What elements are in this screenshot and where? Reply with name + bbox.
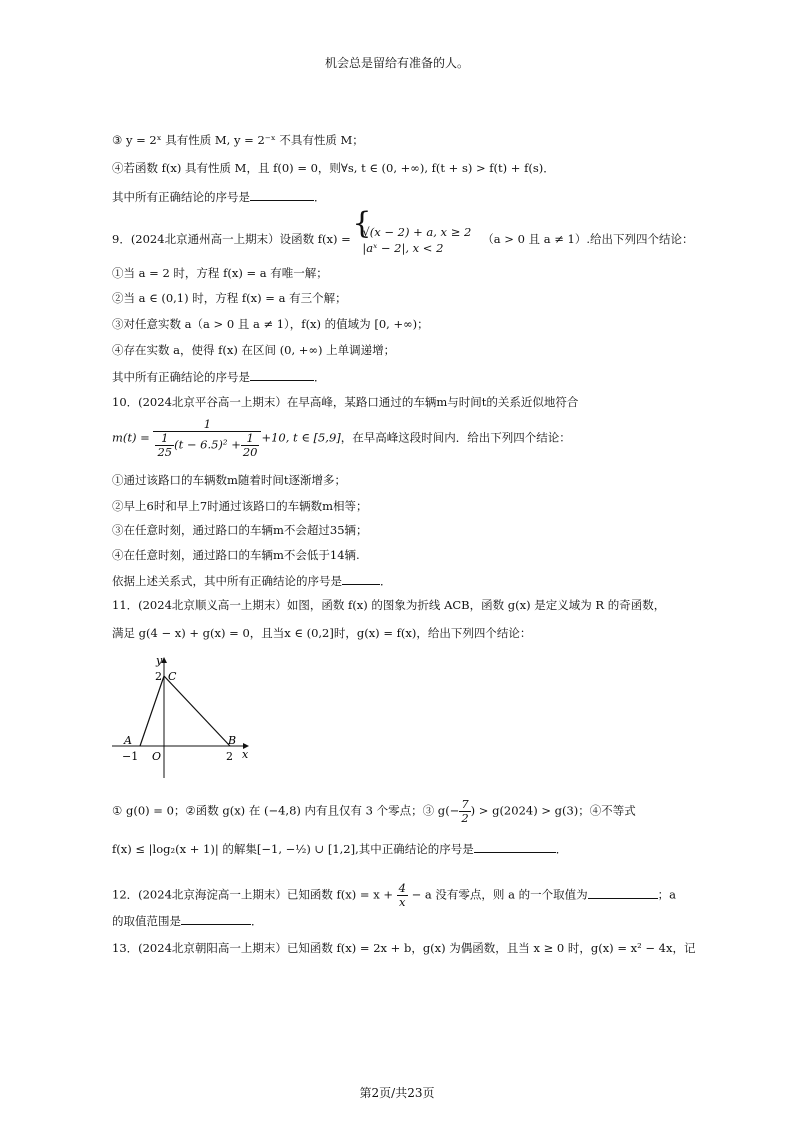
q11-answer-blank[interactable] — [474, 840, 556, 853]
q10-den-frac-a — [155, 432, 174, 459]
point-B-label: B — [228, 734, 237, 747]
q10-rhs: +10, t ∈ [5,9] — [261, 430, 341, 445]
q9-item3: ③对任意实数 a（a > 0 且 a ≠ 1），f(x) 的值域为 [0, +∞)； — [112, 317, 429, 331]
q12-frac-den: x — [399, 895, 406, 909]
tick-y-2: 2 — [155, 670, 162, 683]
page-footer: 第2页/共23页 — [359, 1086, 435, 1100]
page-header: 机会总是留给有准备的人。 — [324, 56, 469, 70]
q11-ineq-a: f(x) ≤ |log₂(x + 1)| 的解集 — [112, 842, 257, 856]
q9-number: 9．(2024北京通州高一上期末）设函数 f(x) = — [112, 232, 351, 246]
q10-tail: ，在早高峰这段时间内．给出下列四个结论： — [340, 430, 571, 445]
q10-frac-den — [153, 432, 261, 459]
q9-item2: ②当 a ∈ (0,1) 时，方程 f(x) = a 有三个解； — [112, 291, 347, 305]
q8-answer-blank[interactable] — [250, 188, 314, 201]
q10-den-a-num: 1 — [155, 432, 174, 446]
q9-ask-text: 其中所有正确结论的序号是 — [112, 370, 250, 384]
q11-items: ① g(0) = 0；②函数 g(x) 在 (−4,8) 内有且仅有 3 个零点；③ g(− $\frac{7}{2}$ ) > g(2024) > g(3)；④不等式 — [112, 797, 636, 825]
q10-den-mid: (t − 6.5)² + — [174, 437, 241, 452]
q8-ask: 其中所有正确结论的序号是 ． — [112, 190, 326, 204]
y-axis-label: y — [156, 654, 163, 667]
q11-stem: 11．(2024北京顺义高一上期末）如图，函数 f(x) 的图象为折线 ACB，函数 g(x) 是定义域为 R 的奇函数， — [112, 598, 666, 612]
q8-item3: ③ y = 2ˣ 具有性质 M, y = 2⁻ˣ 不具有性质 M； — [112, 133, 364, 147]
q8-item4: ④若函数 f(x) 具有性质 M，且 f(0) = 0，则∀s, t ∈ (0, +∞), f(t + s) > f(t) + f(s)． — [112, 161, 555, 175]
q12-a: 12．(2024北京海淀高一上期末）已知函数 f(x) = x + — [112, 887, 393, 902]
q11-ineq-end: ． — [555, 842, 568, 856]
q11-items-b: > g(2024) > g(3)；④不等式 — [478, 803, 636, 818]
q10-answer-blank[interactable] — [342, 572, 380, 585]
q11-figure — [112, 654, 262, 784]
point-A-label: A — [124, 734, 132, 747]
q10-main-fraction — [153, 418, 261, 459]
q9-stem — [112, 224, 694, 256]
q10-den-b-num: 1 — [241, 432, 260, 446]
q10-formula — [112, 418, 571, 459]
q9-piecewise — [354, 224, 471, 256]
q9-case2: |aˣ − 2|, x < 2 — [362, 241, 444, 255]
q9-answer-blank[interactable] — [250, 368, 314, 381]
q12-c: ；a — [657, 887, 676, 902]
q10-ask-text: 依据上述关系式，其中所有正确结论的序号是 — [112, 574, 342, 588]
q12-frac — [397, 882, 408, 909]
q12-frac-num: 4 — [398, 881, 406, 895]
q11-ineq-set: [−1, −½) ∪ [1,2] — [256, 842, 356, 856]
q9-item4: ④存在实数 a，使得 f(x) 在区间 (0, +∞) 上单调递增； — [112, 343, 396, 357]
q10-den-b-den: 20 — [242, 445, 258, 459]
q9-item1: ①当 a = 2 时，方程 f(x) = a 有唯一解； — [112, 266, 328, 280]
q10-frac-num: 1 — [153, 418, 261, 432]
q12-stem — [112, 882, 676, 909]
q11-ineq-b: ,其中正确结论的序号是 — [355, 842, 474, 856]
q10-item3: ③在任意时刻，通过路口的车辆m不会超过35辆； — [112, 523, 368, 537]
tick-x-minus1: −1 — [122, 750, 139, 763]
q12-b: − a 没有零点，则 a 的一个取值为 — [411, 887, 588, 902]
tick-x-2: 2 — [226, 750, 233, 763]
q10-item1: ①通过该路口的车辆数m随着时间t逐渐增多； — [112, 473, 347, 487]
q12-range-text: 的取值范围是 — [112, 914, 181, 928]
q12-range-end: ． — [251, 914, 263, 928]
q12-range — [112, 912, 263, 929]
q8-ask-text: 其中所有正确结论的序号是 — [112, 190, 250, 204]
point-C-label: C — [168, 670, 177, 683]
q10-item4: ④在任意时刻，通过路口的车辆m不会低于14辆. — [112, 548, 360, 562]
q11-inequality — [112, 840, 567, 857]
x-axis-label: x — [242, 748, 249, 761]
q10-ask: 依据上述关系式，其中所有正确结论的序号是 ． — [112, 574, 392, 588]
q10-den-frac-b — [241, 432, 260, 459]
polyline-ACB — [140, 676, 230, 746]
q12-answer-blank-1[interactable] — [588, 886, 658, 899]
q9-case1: { √(x − 2) + a, x ≥ 2 — [362, 225, 472, 239]
q11-items-a: ① g(0) = 0；②函数 g(x) 在 (−4,8) 内有且仅有 3 个零点；③ g — [112, 803, 446, 818]
q9-condition: （a > 0 且 a ≠ 1）.给出下列四个结论： — [482, 232, 694, 246]
q11-frac-num: 7 — [461, 797, 469, 811]
q13-stem: 13．(2024北京朝阳高一上期末）已知函数 f(x) = 2x + b，g(x) 为偶函数，且当 x ≥ 0 时，g(x) = x² − 4x，记 — [112, 941, 696, 955]
q10-item2: ②早上6时和早上7时通过该路口的车辆数m相等； — [112, 499, 368, 513]
q12-answer-blank-2[interactable] — [181, 912, 251, 925]
q11-frac-den: 2 — [461, 811, 469, 825]
q11-frac — [459, 798, 470, 825]
q11-condition: 满足 g(4 − x) + g(x) = 0，且当x ∈ (0,2]时，g(x) = f(x)，给出下列四个结论： — [112, 626, 532, 640]
q10-stem: 10．(2024北京平谷高一上期末）在早高峰，某路口通过的车辆m与时间t的关系近似地符合 — [112, 395, 579, 409]
origin-O-label: O — [152, 750, 162, 763]
q10-lhs: m(t) = — [112, 430, 150, 445]
q10-den-a-den: 25 — [157, 445, 173, 459]
q9-ask: 其中所有正确结论的序号是 ． — [112, 370, 326, 384]
